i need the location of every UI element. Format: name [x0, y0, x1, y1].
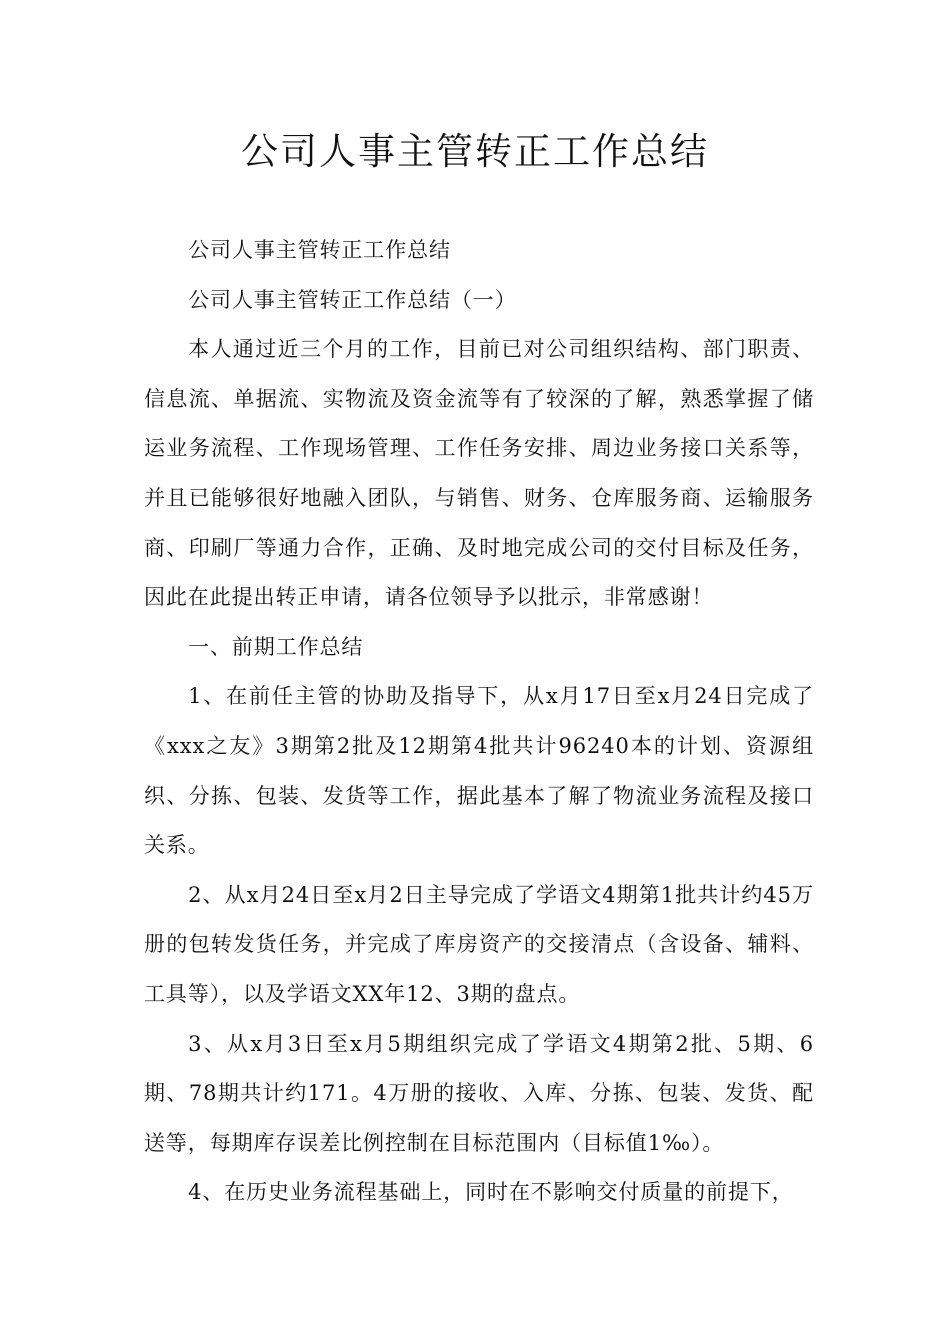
- paragraph-item-4: 4、在历史业务流程基础上，同时在不影响交付质量的前提下，: [188, 1180, 794, 1205]
- paragraph-section-one-title: 公司人事主管转正工作总结（一）: [188, 287, 517, 312]
- paragraph-item-2: 2、从x月24日至x月2日主导完成了学语文4期第1批共计约45万册的包转发货任务，并完成了库房资产的交接清点（含设备、辅料、工具等），以及学语文XX年12、3期的盘点。: [144, 882, 814, 1006]
- paragraph-item-3: 3、从x月3日至x月5期组织完成了学语文4期第2批、5期、6期、78期共计约171。4万册的接收、入库、分拣、包装、发货、配送等，每期库存误差比例控制在目标范围内（目标值1‰）。: [144, 1031, 814, 1155]
- paragraph-subtitle: 公司人事主管转正工作总结: [188, 238, 451, 262]
- paragraph-item-1: 1、在前任主管的协助及指导下，从x月17日至x月24日完成了《xxx之友》3期第2批及12期第4批共计96240本的计划、资源组织、分拣、包装、发货等工作，据此基本了解了物流业务流程及接口关系。: [144, 684, 814, 858]
- document-title: 公司人事主管转正工作总结: [241, 130, 709, 173]
- paragraph-intro: 本人通过近三个月的工作，目前已对公司组织结构、部门职责、信息流、单据流、实物流及资金流等有了较深的了解，熟悉掌握了储运业务流程、工作现场管理、工作任务安排、周边业务接口关系等，并且已能够很好地融入团队，与销售、财务、仓库服务商、运输服务商、印刷厂等通力合作，正确、及时地完成公司的交付目标及任务，因此在此提出转正申请，请各位领导予以批示，非常感谢！: [144, 337, 814, 610]
- document-body: [144, 226, 814, 1218]
- paragraph-heading-summary: 一、前期工作总结: [188, 634, 364, 659]
